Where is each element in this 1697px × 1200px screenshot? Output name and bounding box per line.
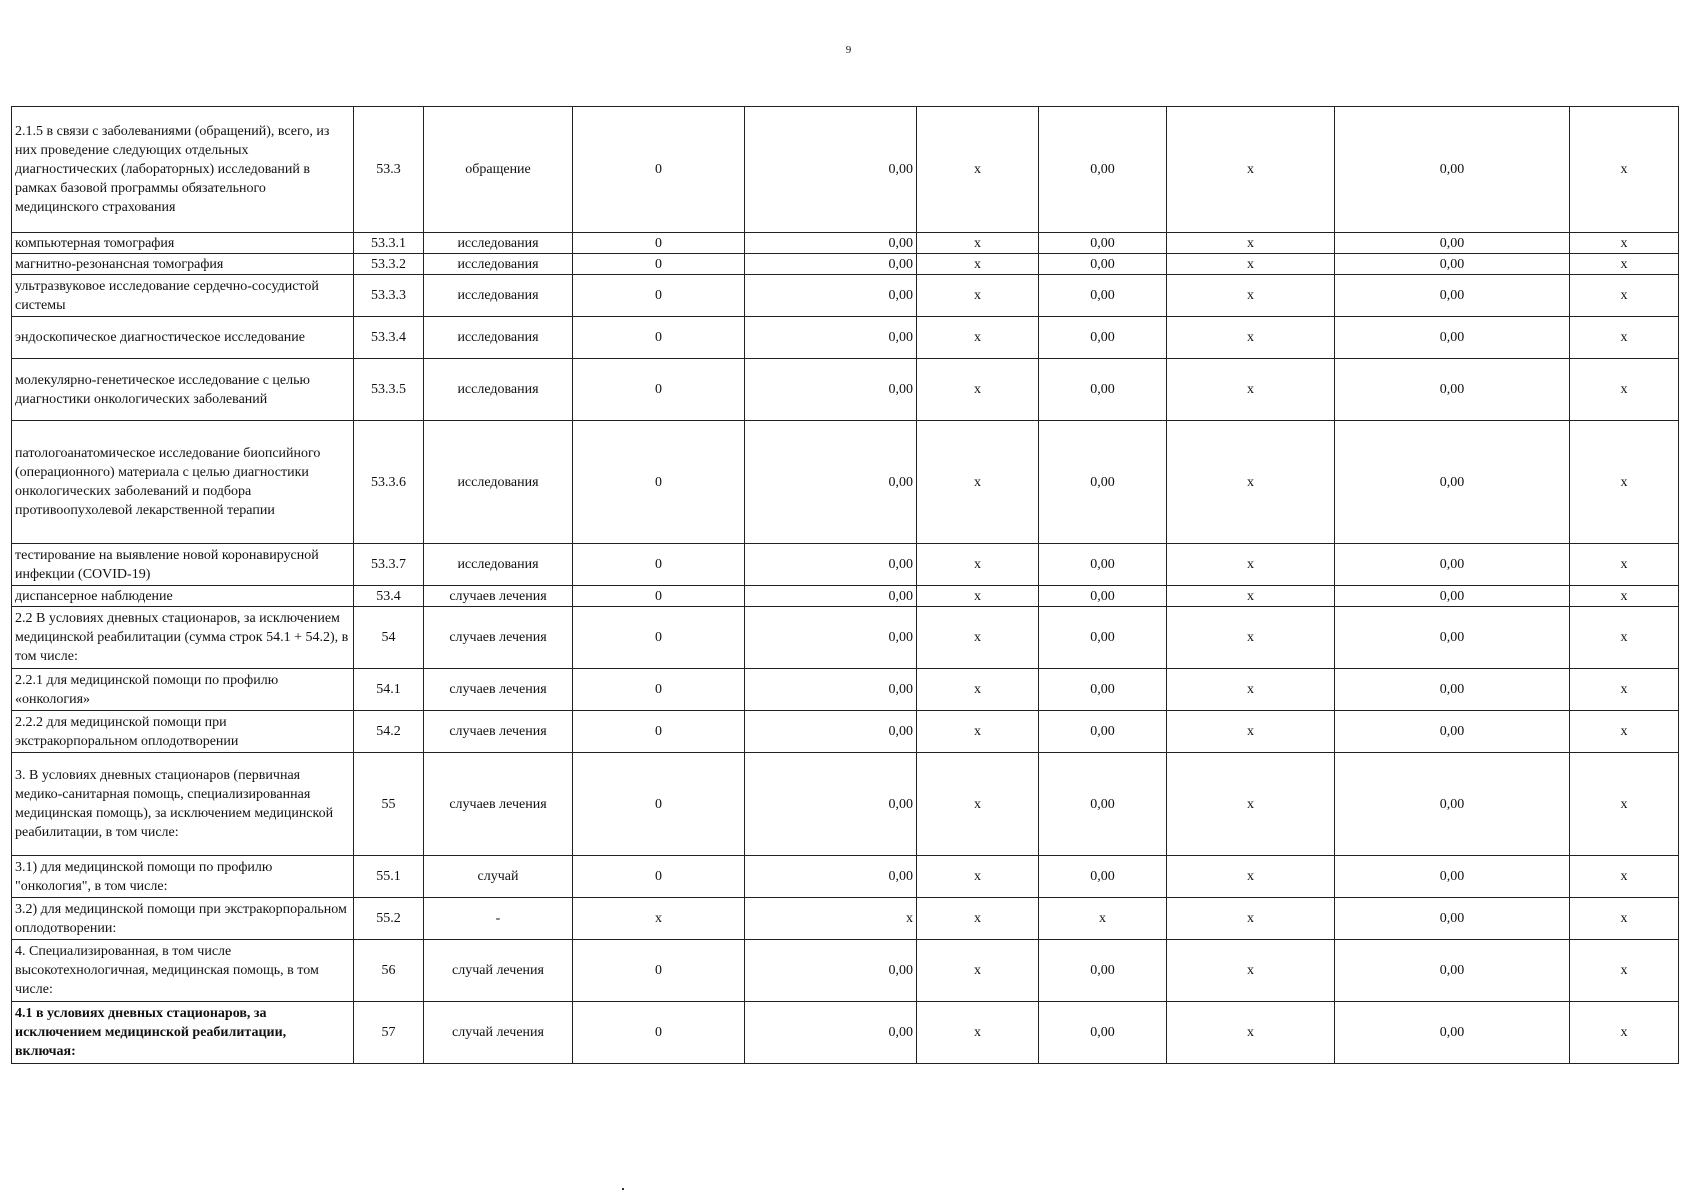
table-row (12, 233, 1679, 254)
row-value-cell: 0,00 (1335, 856, 1570, 898)
row-code-cell: 53.3.1 (354, 233, 424, 254)
row-volume-cell: 0 (573, 254, 745, 275)
row-value-cell: x (1167, 233, 1335, 254)
row-value-cell: 0,00 (1335, 317, 1570, 359)
row-value-cell: x (1167, 1002, 1335, 1064)
row-name-cell: 3.1) для медицинской помощи по профилю "онкология", в том числе: (12, 856, 354, 898)
row-code-cell: 53.3.6 (354, 421, 424, 544)
row-name-cell: молекулярно-генетическое исследование с целью диагностики онкологических заболеваний (12, 359, 354, 421)
row-amount-cell: 0,00 (745, 940, 917, 1002)
row-amount-cell: 0,00 (745, 753, 917, 856)
row-value-cell: x (1167, 898, 1335, 940)
row-value-cell: x (1570, 753, 1679, 856)
row-value-cell: x (1570, 607, 1679, 669)
row-amount-cell: 0,00 (745, 317, 917, 359)
row-name-cell: магнитно-резонансная томография (12, 254, 354, 275)
scan-speck (622, 1188, 624, 1190)
row-value-cell: x (917, 254, 1039, 275)
row-name-cell: 2.1.5 в связи с заболеваниями (обращений), всего, из них проведение следующих отдельных диагностических (лабораторных) исследований в рамках базовой программы обязательного медицинского страхования (12, 107, 354, 233)
table-row (12, 1002, 1679, 1064)
row-volume-cell: 0 (573, 1002, 745, 1064)
row-value-cell: x (917, 940, 1039, 1002)
row-volume-cell: x (573, 898, 745, 940)
row-amount-cell: 0,00 (745, 421, 917, 544)
row-volume-cell: 0 (573, 359, 745, 421)
table-row (12, 544, 1679, 586)
row-value-cell: x (1167, 544, 1335, 586)
row-value-cell: 0,00 (1039, 254, 1167, 275)
row-value-cell: x (1167, 669, 1335, 711)
row-code-cell: 53.3 (354, 107, 424, 233)
row-value-cell: x (917, 856, 1039, 898)
row-volume-cell: 0 (573, 275, 745, 317)
table-row (12, 359, 1679, 421)
row-value-cell: x (917, 711, 1039, 753)
row-name-cell: 4. Специализированная, в том числе высокотехнологичная, медицинская помощь, в том числе: (12, 940, 354, 1002)
row-name-cell: тестирование на выявление новой коронавирусной инфекции (COVID-19) (12, 544, 354, 586)
table-row (12, 607, 1679, 669)
row-value-cell: x (1570, 421, 1679, 544)
row-code-cell: 53.3.5 (354, 359, 424, 421)
row-value-cell: x (917, 586, 1039, 607)
table-row (12, 254, 1679, 275)
row-amount-cell: 0,00 (745, 669, 917, 711)
row-value-cell: x (1570, 359, 1679, 421)
row-value-cell: x (1570, 275, 1679, 317)
row-amount-cell: 0,00 (745, 586, 917, 607)
page-number: 9 (845, 44, 852, 56)
row-volume-cell: 0 (573, 607, 745, 669)
row-value-cell: x (1167, 421, 1335, 544)
row-amount-cell: 0,00 (745, 359, 917, 421)
row-value-cell: x (917, 275, 1039, 317)
row-amount-cell: 0,00 (745, 856, 917, 898)
row-volume-cell: 0 (573, 753, 745, 856)
row-name-cell: ультразвуковое исследование сердечно-сосудистой системы (12, 275, 354, 317)
row-value-cell: x (1570, 586, 1679, 607)
row-value-cell: 0,00 (1039, 586, 1167, 607)
table-row (12, 586, 1679, 607)
row-value-cell: 0,00 (1039, 544, 1167, 586)
row-amount-cell: 0,00 (745, 544, 917, 586)
row-value-cell: x (917, 317, 1039, 359)
row-code-cell: 53.3.7 (354, 544, 424, 586)
row-name-cell: патологоанатомическое исследование биопсийного (операционного) материала с целью диагностики онкологических заболеваний и подбора противоопухолевой лекарственной терапии (12, 421, 354, 544)
row-value-cell: x (1167, 107, 1335, 233)
row-code-cell: 53.3.3 (354, 275, 424, 317)
row-value-cell: x (1570, 544, 1679, 586)
row-value-cell: 0,00 (1335, 107, 1570, 233)
row-value-cell: x (917, 421, 1039, 544)
row-amount-cell: 0,00 (745, 711, 917, 753)
row-volume-cell: 0 (573, 317, 745, 359)
row-code-cell: 53.3.2 (354, 254, 424, 275)
row-value-cell: x (1570, 107, 1679, 233)
table-row (12, 856, 1679, 898)
row-amount-cell: 0,00 (745, 233, 917, 254)
row-name-cell: 3.2) для медицинской помощи при экстракорпоральном оплодотворении: (12, 898, 354, 940)
row-value-cell: 0,00 (1039, 669, 1167, 711)
row-value-cell: x (1167, 607, 1335, 669)
row-unit-cell: - (424, 898, 573, 940)
row-unit-cell: исследования (424, 421, 573, 544)
row-value-cell: 0,00 (1335, 586, 1570, 607)
row-volume-cell: 0 (573, 940, 745, 1002)
row-volume-cell: 0 (573, 107, 745, 233)
row-value-cell: x (917, 669, 1039, 711)
table-row (12, 317, 1679, 359)
row-value-cell: x (1570, 1002, 1679, 1064)
row-value-cell: 0,00 (1335, 1002, 1570, 1064)
row-code-cell: 55 (354, 753, 424, 856)
row-value-cell: 0,00 (1039, 607, 1167, 669)
row-value-cell: x (1570, 669, 1679, 711)
row-name-cell: 2.2 В условиях дневных стационаров, за исключением медицинской реабилитации (сумма строк 54.1 + 54.2), в том числе: (12, 607, 354, 669)
row-value-cell: 0,00 (1039, 711, 1167, 753)
row-name-cell: 2.2.1 для медицинской помощи по профилю «онкология» (12, 669, 354, 711)
row-volume-cell: 0 (573, 711, 745, 753)
row-code-cell: 55.2 (354, 898, 424, 940)
row-value-cell: 0,00 (1039, 940, 1167, 1002)
row-value-cell: 0,00 (1039, 1002, 1167, 1064)
table-row (12, 275, 1679, 317)
row-unit-cell: обращение (424, 107, 573, 233)
row-value-cell: x (917, 898, 1039, 940)
row-unit-cell: исследования (424, 275, 573, 317)
row-unit-cell: случай лечения (424, 1002, 573, 1064)
report-table (11, 106, 1679, 1064)
table-row (12, 421, 1679, 544)
row-name-cell: эндоскопическое диагностическое исследование (12, 317, 354, 359)
row-name-cell: компьютерная томография (12, 233, 354, 254)
row-volume-cell: 0 (573, 856, 745, 898)
row-name-cell: диспансерное наблюдение (12, 586, 354, 607)
row-unit-cell: случаев лечения (424, 669, 573, 711)
row-unit-cell: исследования (424, 233, 573, 254)
row-code-cell: 56 (354, 940, 424, 1002)
row-volume-cell: 0 (573, 421, 745, 544)
row-unit-cell: исследования (424, 254, 573, 275)
row-value-cell: x (1167, 359, 1335, 421)
row-code-cell: 54.2 (354, 711, 424, 753)
row-value-cell: 0,00 (1335, 275, 1570, 317)
row-unit-cell: исследования (424, 317, 573, 359)
row-value-cell: 0,00 (1039, 753, 1167, 856)
row-value-cell: 0,00 (1335, 607, 1570, 669)
row-value-cell: x (917, 233, 1039, 254)
row-name-cell: 2.2.2 для медицинской помощи при экстракорпоральном оплодотворении (12, 711, 354, 753)
row-amount-cell: 0,00 (745, 275, 917, 317)
row-value-cell: 0,00 (1335, 544, 1570, 586)
row-value-cell: 0,00 (1039, 421, 1167, 544)
row-value-cell: x (917, 544, 1039, 586)
row-volume-cell: 0 (573, 586, 745, 607)
row-value-cell: 0,00 (1039, 233, 1167, 254)
row-name-cell: 3. В условиях дневных стационаров (первичная медико-санитарная помощь, специализированная медицинская помощь), за исключением медицинской реабилитации, в том числе: (12, 753, 354, 856)
row-volume-cell: 0 (573, 233, 745, 254)
row-value-cell: 0,00 (1335, 711, 1570, 753)
row-value-cell: x (917, 1002, 1039, 1064)
row-code-cell: 53.3.4 (354, 317, 424, 359)
row-amount-cell: 0,00 (745, 107, 917, 233)
row-value-cell: x (1167, 856, 1335, 898)
row-value-cell: x (917, 359, 1039, 421)
row-unit-cell: исследования (424, 359, 573, 421)
row-amount-cell: x (745, 898, 917, 940)
table-row (12, 940, 1679, 1002)
row-value-cell: 0,00 (1039, 107, 1167, 233)
row-value-cell: 0,00 (1039, 856, 1167, 898)
row-code-cell: 54.1 (354, 669, 424, 711)
table-row (12, 898, 1679, 940)
row-amount-cell: 0,00 (745, 1002, 917, 1064)
row-code-cell: 57 (354, 1002, 424, 1064)
row-unit-cell: случаев лечения (424, 586, 573, 607)
row-unit-cell: случай (424, 856, 573, 898)
row-value-cell: x (917, 753, 1039, 856)
row-value-cell: x (917, 607, 1039, 669)
row-value-cell: x (1570, 711, 1679, 753)
row-value-cell: 0,00 (1335, 254, 1570, 275)
row-volume-cell: 0 (573, 669, 745, 711)
row-value-cell: x (1039, 898, 1167, 940)
row-unit-cell: случаев лечения (424, 753, 573, 856)
row-value-cell: 0,00 (1335, 669, 1570, 711)
table-row (12, 669, 1679, 711)
row-unit-cell: случаев лечения (424, 607, 573, 669)
row-value-cell: 0,00 (1335, 233, 1570, 254)
row-value-cell: 0,00 (1335, 359, 1570, 421)
row-amount-cell: 0,00 (745, 254, 917, 275)
row-value-cell: x (1167, 254, 1335, 275)
row-value-cell: x (1570, 940, 1679, 1002)
row-value-cell: 0,00 (1335, 898, 1570, 940)
row-value-cell: 0,00 (1039, 317, 1167, 359)
row-value-cell: x (1167, 275, 1335, 317)
row-value-cell: x (1570, 317, 1679, 359)
table-row (12, 711, 1679, 753)
row-code-cell: 55.1 (354, 856, 424, 898)
row-value-cell: 0,00 (1039, 275, 1167, 317)
row-value-cell: x (1167, 940, 1335, 1002)
row-name-cell: 4.1 в условиях дневных стационаров, за исключением медицинской реабилитации, включая: (12, 1002, 354, 1064)
row-value-cell: 0,00 (1335, 940, 1570, 1002)
row-unit-cell: случаев лечения (424, 711, 573, 753)
row-value-cell: x (917, 107, 1039, 233)
row-value-cell: x (1167, 317, 1335, 359)
row-value-cell: x (1570, 856, 1679, 898)
row-volume-cell: 0 (573, 544, 745, 586)
row-unit-cell: исследования (424, 544, 573, 586)
row-value-cell: x (1167, 753, 1335, 856)
row-value-cell: x (1570, 898, 1679, 940)
row-code-cell: 53.4 (354, 586, 424, 607)
row-code-cell: 54 (354, 607, 424, 669)
row-value-cell: 0,00 (1039, 359, 1167, 421)
row-amount-cell: 0,00 (745, 607, 917, 669)
table-row (12, 753, 1679, 856)
row-value-cell: x (1167, 711, 1335, 753)
row-value-cell: x (1167, 586, 1335, 607)
row-value-cell: x (1570, 233, 1679, 254)
table-row (12, 107, 1679, 233)
row-unit-cell: случай лечения (424, 940, 573, 1002)
row-value-cell: 0,00 (1335, 421, 1570, 544)
row-value-cell: x (1570, 254, 1679, 275)
row-value-cell: 0,00 (1335, 753, 1570, 856)
